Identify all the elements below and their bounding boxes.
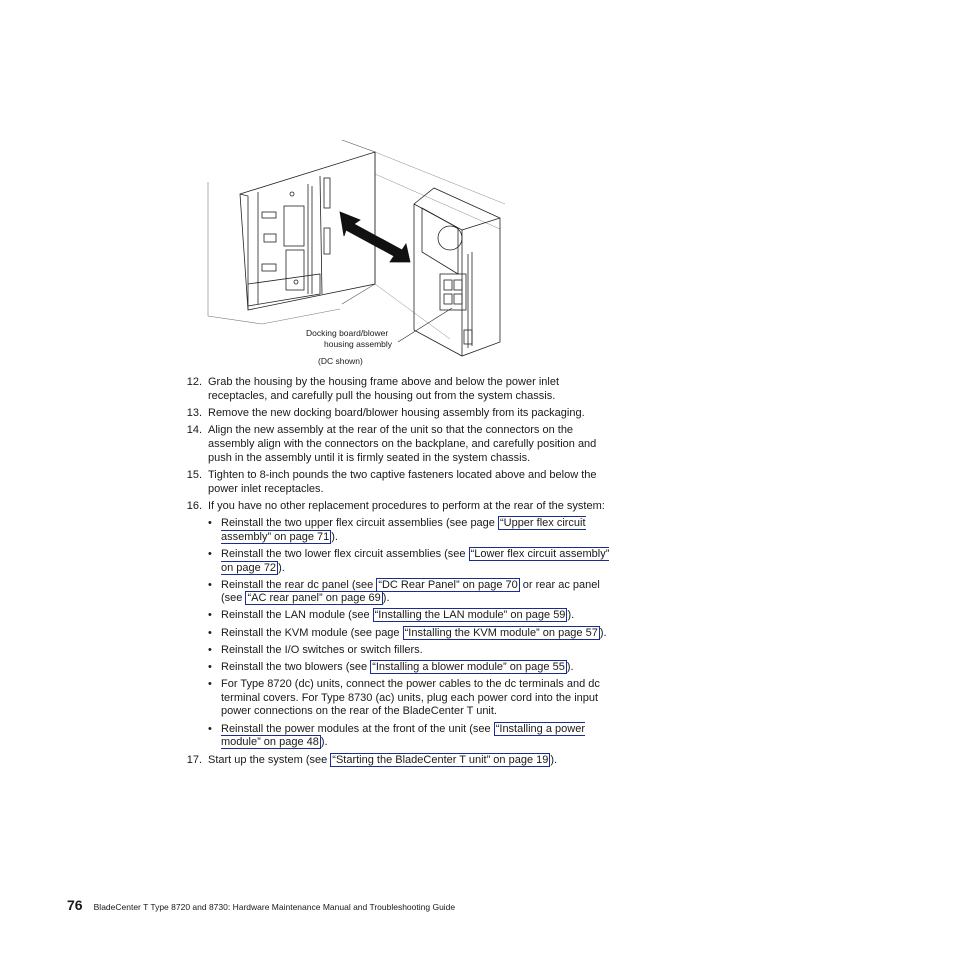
bullet-icon: •	[208, 626, 212, 639]
list-item	[208, 661, 620, 675]
list-item-text: Reinstall the two blowers (see	[221, 661, 371, 674]
list-item	[208, 609, 620, 623]
xref-link-blower-module[interactable]: “Installing a blower module” on page 55	[372, 661, 565, 674]
list-item-text-end: ).	[567, 609, 575, 622]
page-number: 76	[67, 897, 83, 913]
step-text: Remove the new docking board/blower housing assembly from its packaging.	[208, 406, 585, 419]
step-14	[180, 424, 620, 465]
list-item-text: Reinstall the power modules at the front of the unit (see	[221, 722, 494, 735]
bullet-icon: •	[208, 722, 212, 735]
step-number: 12.	[186, 376, 202, 388]
list-item	[208, 627, 620, 641]
list-item	[208, 644, 620, 658]
xref-link-dc-rear-panel[interactable]: “DC Rear Panel” on page 70	[378, 578, 518, 591]
xref-link-starting-bladecenter[interactable]: “Starting the BladeCenter T unit” on page 19	[332, 753, 549, 766]
callout-label-line1: Docking board/blower	[306, 328, 389, 338]
list-item-text: Reinstall the two upper flex circuit assemblies (see page	[221, 517, 498, 530]
bullet-icon: •	[208, 578, 212, 591]
list-item	[208, 548, 620, 575]
xref-link-power-module[interactable]: “Installing a power module” on page 48	[221, 722, 585, 749]
xref-link-lower-flex-circuit[interactable]: “Lower flex circuit assembly” on page 72	[221, 547, 610, 574]
xref-link-upper-flex-circuit[interactable]: “Upper flex circuit assembly” on page 71	[221, 517, 586, 543]
step-number: 15.	[186, 468, 202, 481]
bullet-icon: •	[208, 609, 212, 622]
list-item-text-mid: or rear ac panel (see	[221, 578, 600, 605]
xref-link-ac-rear-panel[interactable]: “AC rear panel” on page 69	[247, 592, 381, 605]
step-number: 14.	[186, 424, 202, 437]
list-item	[208, 579, 620, 606]
xref-link-kvm-module[interactable]: “Installing the KVM module” on page 57	[404, 626, 598, 639]
step-text: Tighten to 8-inch pounds the two captive fasteners located above and below the power inlet receptacles.	[208, 468, 597, 495]
callout-label-line2: housing assembly	[324, 339, 393, 349]
list-item-text: Reinstall the two lower flex circuit assemblies (see	[221, 547, 469, 560]
step-16	[180, 500, 620, 750]
list-item-text: Reinstall the I/O switches or switch fillers.	[221, 643, 423, 656]
step-12	[180, 376, 620, 403]
step-15	[180, 469, 620, 496]
step-number: 17.	[186, 753, 202, 766]
figure-caption: (DC shown)	[318, 356, 363, 366]
bullet-icon: •	[208, 547, 212, 560]
bullet-icon: •	[208, 678, 212, 691]
bullet-icon: •	[208, 517, 212, 530]
list-item-text-end: ).	[566, 661, 574, 674]
reinstall-list	[208, 517, 620, 750]
list-item-text-end: ).	[320, 736, 328, 749]
list-item	[208, 678, 620, 719]
step-17	[180, 754, 620, 768]
step-number: 13.	[186, 406, 202, 419]
step-text: Align the new assembly at the rear of the unit so that the connectors on the assembly align with the connectors on the backplane, and carefully position and push in the assembly until it is firmly seated in the system chassis.	[208, 424, 597, 464]
list-item-text-end: ).	[278, 561, 285, 574]
step-text: Grab the housing by the housing frame above and below the power inlet receptacles, and carefully pull the housing out from the system chassis.	[208, 376, 560, 402]
docking-board-figure	[200, 134, 520, 374]
step-text: If you have no other replacement procedures to perform at the rear of the system:	[208, 499, 605, 512]
page-footer	[67, 899, 455, 915]
step-13	[180, 407, 620, 421]
procedure-steps	[180, 376, 620, 771]
step-text-end: ).	[550, 753, 558, 766]
list-item-text: Reinstall the KVM module (see page	[221, 626, 403, 639]
list-item-text-end: ).	[599, 626, 607, 639]
xref-link-lan-module[interactable]: “Installing the LAN module” on page 59	[374, 609, 566, 622]
list-item-text: Reinstall the rear dc panel (see	[221, 578, 377, 591]
list-item	[208, 723, 620, 750]
step-number: 16.	[186, 499, 202, 512]
bullet-icon: •	[208, 643, 212, 656]
list-item-text-end: ).	[382, 592, 390, 605]
list-item-text: Reinstall the LAN module (see	[221, 609, 373, 622]
bullet-icon: •	[208, 661, 212, 674]
step-text: Start up the system (see	[208, 753, 331, 766]
list-item-text-end: ).	[331, 530, 338, 543]
footer-title: BladeCenter T Type 8720 and 8730: Hardware Maintenance Manual and Troubleshooting Guide	[93, 902, 456, 912]
list-item-text: For Type 8720 (dc) units, connect the power cables to the dc terminals and dc terminal covers. For Type 8730 (ac) units, plug each power cord into the input power connections on the rear of the BladeCenter T unit.	[221, 678, 600, 718]
list-item	[208, 517, 620, 544]
